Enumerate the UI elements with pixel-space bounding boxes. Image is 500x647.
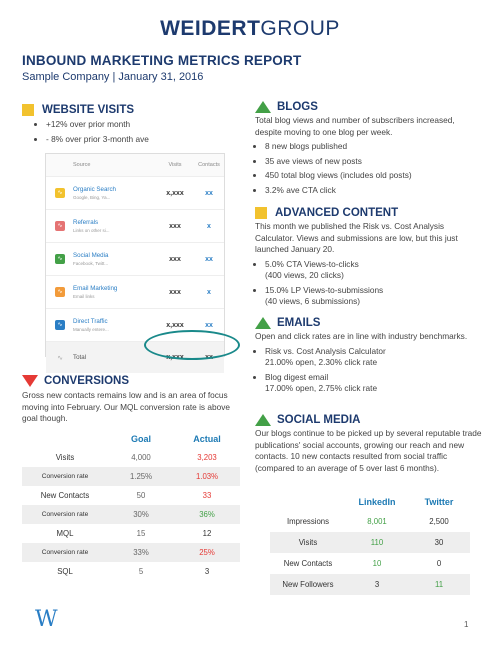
list-item: • Blog digest email 17.00% open, 2.75% click rate [265,372,483,395]
visits-value: xxx [169,222,181,230]
social-media-text: Our blogs continue to be picked up by several reputable trade publications' social accounts, growing our reach and new contacts. 10 new contacts resulted from social traffic (compared to an average of 5 over last 6 months). [255,428,482,473]
report-subtitle: Sample Company | January 31, 2016 [22,71,204,83]
source-name[interactable]: Social Media [73,252,109,259]
footer-logo-mark: W [35,607,58,632]
table-row [270,574,470,595]
website-visits-section [22,104,240,148]
list-item: • +12% over prior month [46,119,240,131]
advanced-content-section [255,207,483,311]
table-row [22,486,240,505]
table-row-total: ∿ Total x,xxx xx [46,342,224,373]
metric-label: Conversion rate [41,549,89,556]
source-name[interactable]: Organic Search [73,186,116,193]
table-row [22,467,240,486]
metric-label: New Contacts [283,559,333,568]
traffic-sources-table [45,153,225,362]
list-item: • 35 ave views of new posts [265,156,483,168]
table-row [22,524,240,543]
source-icon: ∿ [55,287,65,297]
website-visits-bullets [36,119,240,145]
advanced-content-heading: ADVANCED CONTENT [255,207,483,219]
source-icon: ∿ [55,320,65,330]
contacts-value: x [207,222,211,230]
conversions-table [22,430,240,581]
source-description: Email links [73,294,95,299]
contacts-value: xx [205,255,213,263]
goal-value: 5 [138,567,144,576]
linkedin-value: 8,001 [367,517,387,526]
conversions-section [22,375,240,425]
conversions-heading: CONVERSIONS [22,375,240,387]
table-row [270,532,470,553]
contacts-value: x [207,288,211,296]
twitter-value: 30 [434,538,444,547]
blogs-bullets [255,141,483,196]
metric-label: MQL [56,529,74,538]
advanced-content-bullets [255,259,483,308]
table-row [46,177,224,210]
metric-label: Conversion rate [41,473,89,480]
actual-value: 36% [199,510,215,519]
table-row [46,243,224,276]
goal-header: Goal [130,434,151,444]
list-item: • 3.2% ave CTA click [265,185,483,197]
metric-label: Visits [55,453,75,462]
goal-value: 1.25% [129,472,153,481]
actual-value: 33 [202,491,212,500]
source-icon: ∿ [55,188,65,198]
actual-value: 3 [204,567,210,576]
website-visits-heading: WEBSITE VISITS [22,104,240,116]
conversions-text: Gross new contacts remains low and is an area of focus moving into February. Our MQL conversion rate is above goal though. [22,390,230,423]
blogs-heading: BLOGS [255,101,483,113]
list-item: • 5.0% CTA Views-to-clicks (400 views, 20 clicks) [265,259,483,282]
source-icon: ∿ [55,221,65,231]
advanced-content-text: This month we published the Risk vs. Cost Analysis Calculator. Views and submissions are low, but this just launched January 20. [255,221,458,254]
neutral-square-icon [255,207,267,219]
emails-heading: EMAILS [255,317,483,329]
twitter-value: 11 [434,580,444,589]
emails-bullets [255,346,483,395]
source-description: Facebook, Twitt... [73,261,109,266]
table-row [270,553,470,574]
goal-value: 33% [133,548,149,557]
social-media-table [270,493,470,595]
source-name[interactable]: Referrals [73,219,99,226]
metric-label: New Contacts [40,491,90,500]
table-row [22,448,240,467]
table-row [22,543,240,562]
list-item: • 450 total blog views (includes old posts) [265,170,483,182]
source-description: Manually entere... [73,327,109,332]
source-description: Google, Bing, Ya... [73,195,111,200]
table-header: Source Visits Contacts [46,154,224,177]
contacts-value: xx [205,189,213,197]
twitter-value: 0 [436,559,442,568]
table-row [22,505,240,524]
visits-value: x,xxx [166,189,184,197]
brand-logo: WEIDERTGROUP [160,17,340,40]
actual-value: 1.03% [195,472,219,481]
actual-value: 3,203 [197,453,217,462]
social-media-section [255,414,483,474]
source-name[interactable]: Email Marketing [73,285,118,292]
metric-label: SQL [57,567,73,576]
visits-value: xxx [169,255,181,263]
report-title: INBOUND MARKETING METRICS REPORT [22,53,302,68]
list-item: • 15.0% LP Views-to-submissions (40 views, 6 submissions) [265,285,483,308]
up-triangle-icon [255,101,271,113]
goal-value: 30% [133,510,149,519]
up-triangle-icon [255,414,271,426]
actual-header: Actual [193,434,221,444]
blogs-section [255,101,483,199]
visits-value: x,xxx [166,321,184,329]
contacts-value: xx [205,321,213,329]
table-row [46,276,224,309]
linkedin-value: 110 [370,538,384,547]
source-name[interactable]: Direct Traffic [73,318,108,325]
visits-value: xxx [169,288,181,296]
twitter-value: 2,500 [429,517,449,526]
emails-text: Open and click rates are in line with industry benchmarks. [255,331,468,341]
linkedin-value: 3 [374,580,380,589]
page-number: 1 [464,620,469,629]
table-row [46,210,224,243]
neutral-square-icon [22,104,34,116]
linkedin-value: 10 [372,559,382,568]
list-item: • - 8% over prior 3-month ave [46,134,240,146]
twitter-header: Twitter [424,497,454,507]
metric-label: Conversion rate [41,511,89,518]
source-icon: ∿ [55,254,65,264]
goal-value: 4,000 [131,453,151,462]
linkedin-header: LinkedIn [358,497,396,507]
actual-value: 12 [202,529,212,538]
metric-label: Impressions [286,517,330,526]
up-triangle-icon [255,317,271,329]
list-item: • Risk vs. Cost Analysis Calculator 21.00% open, 2.30% click rate [265,346,483,369]
metric-label: New Followers [282,580,334,589]
blogs-text: Total blog views and number of subscribers increased, despite moving to one blog per week. [255,115,455,137]
highlight-oval [144,330,240,360]
chart-icon: ∿ [57,354,63,362]
actual-value: 25% [199,548,215,557]
list-item: • 8 new blogs published [265,141,483,153]
down-triangle-icon [22,375,38,387]
goal-value: 15 [136,529,146,538]
social-media-heading: SOCIAL MEDIA [255,414,483,426]
emails-section [255,317,483,398]
goal-value: 50 [136,491,146,500]
source-description: Links on other si... [73,228,110,233]
metric-label: Visits [298,538,318,547]
table-row [22,562,240,581]
table-row [270,511,470,532]
